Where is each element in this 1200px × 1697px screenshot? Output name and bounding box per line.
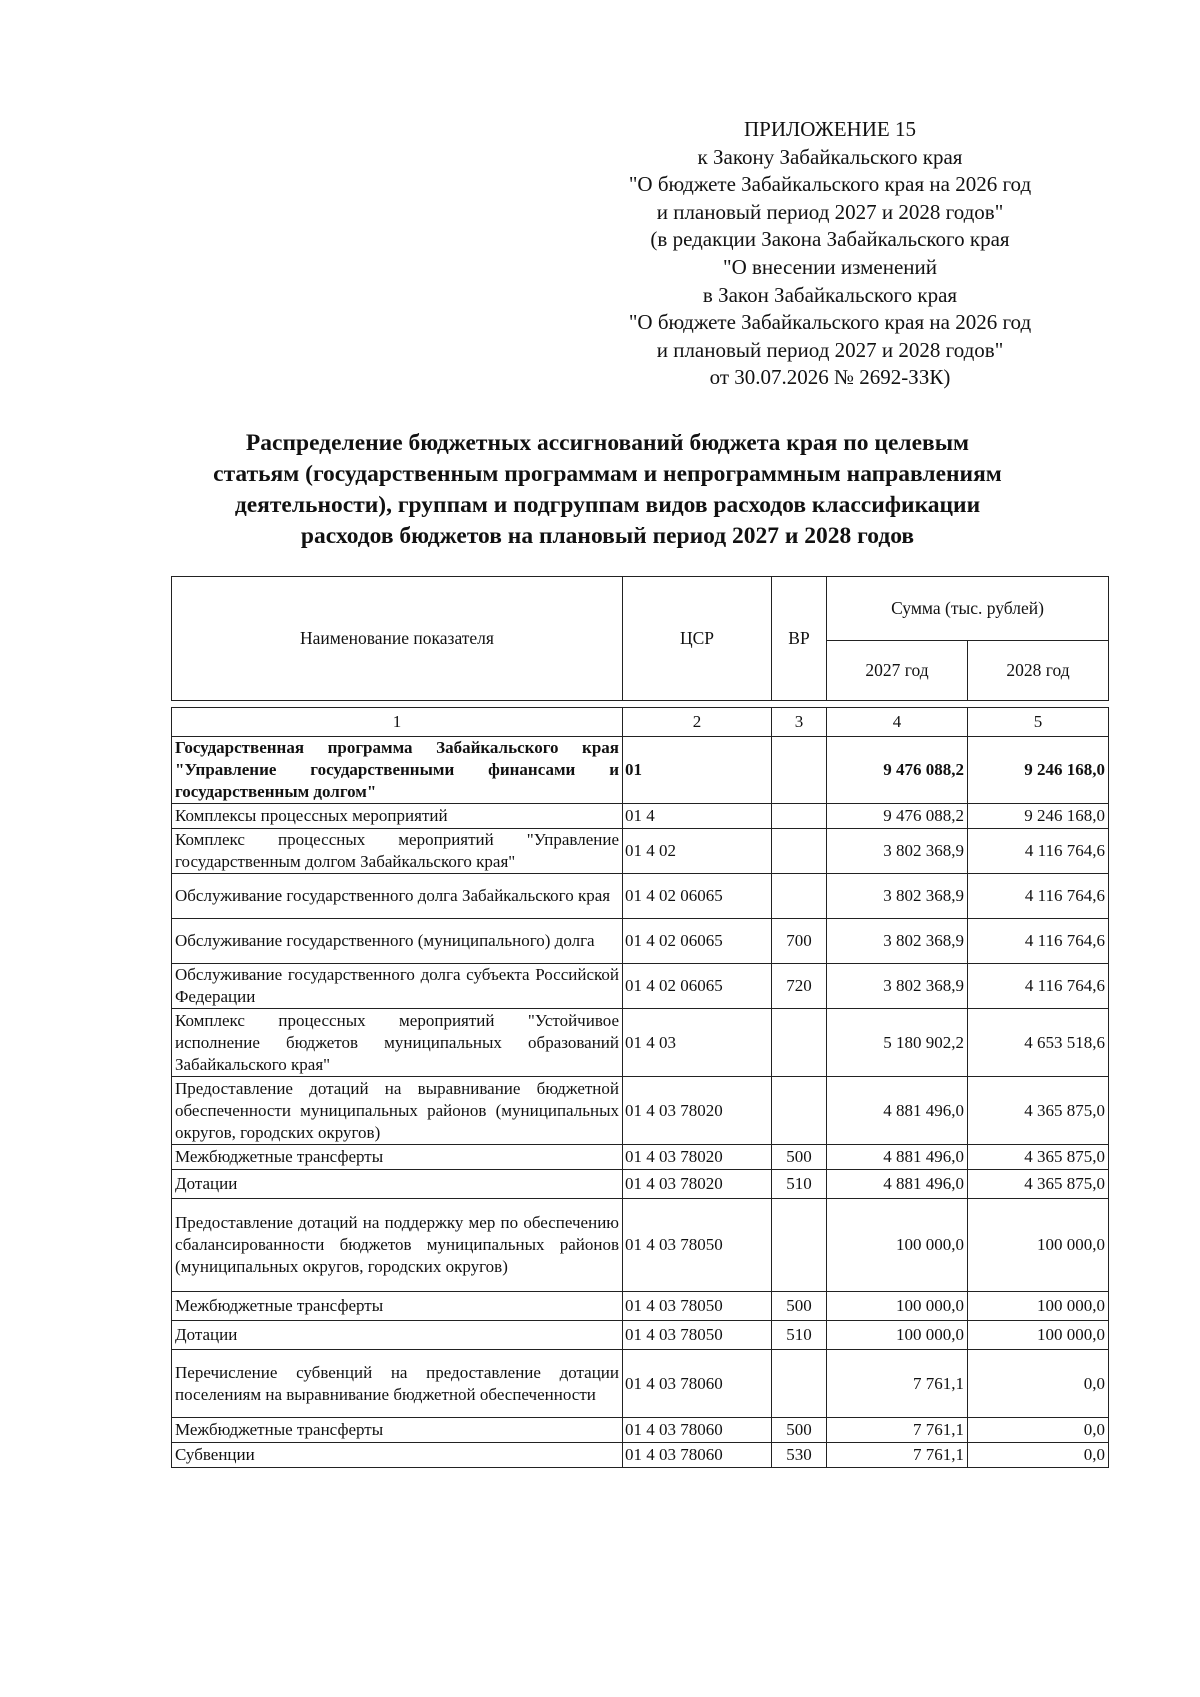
row-csr: 01 4 <box>623 804 772 829</box>
row-vr <box>772 737 827 804</box>
column-number: 3 <box>772 708 827 737</box>
budget-table <box>171 707 1109 1468</box>
row-name: Межбюджетные трансферты <box>172 1145 623 1170</box>
appendix-title: ПРИЛОЖЕНИЕ 15 <box>744 117 916 141</box>
row-name: Комплексы процессных мероприятий <box>172 804 623 829</box>
table-row <box>172 1350 1109 1418</box>
column-number: 5 <box>968 708 1109 737</box>
appendix-line: к Закону Забайкальского края <box>697 144 963 169</box>
row-name: Перечисление субвенций на предоставление дотации поселениям на выравнивание бюджетной обеспеченности <box>172 1350 623 1418</box>
row-name: Комплекс процессных мероприятий "Устойчивое исполнение бюджетов муниципальных образований Забайкальского края" <box>172 1009 623 1077</box>
table-row <box>172 829 1109 874</box>
row-csr: 01 4 03 78020 <box>623 1145 772 1170</box>
title-line: деятельности), группам и подгруппам видов расходов классификации <box>234 492 981 518</box>
row-sum-2028: 9 246 168,0 <box>968 804 1109 829</box>
row-vr: 500 <box>772 1418 827 1443</box>
appendix-line: (в редакции Закона Забайкальского края <box>650 227 1010 252</box>
row-sum-2027: 4 881 496,0 <box>827 1170 968 1199</box>
row-sum-2028: 100 000,0 <box>968 1321 1109 1350</box>
appendix-line: в Закон Забайкальского края <box>702 282 958 307</box>
row-sum-2027: 9 476 088,2 <box>827 737 968 804</box>
row-sum-2027: 7 761,1 <box>827 1443 968 1468</box>
row-vr: 720 <box>772 964 827 1009</box>
row-sum-2028: 4 653 518,6 <box>968 1009 1109 1077</box>
table-row <box>172 874 1109 919</box>
appendix-line: "О бюджете Забайкальского края на 2026 год <box>628 172 1032 197</box>
row-vr: 510 <box>772 1170 827 1199</box>
row-sum-2028: 4 365 875,0 <box>968 1170 1109 1199</box>
appendix-date-line: от 30.07.2026 № 2692-ЗЗК) <box>709 365 951 390</box>
header-2027: 2027 год <box>827 641 968 701</box>
row-sum-2028: 4 116 764,6 <box>968 964 1109 1009</box>
row-sum-2027: 100 000,0 <box>827 1199 968 1292</box>
row-sum-2028: 100 000,0 <box>968 1292 1109 1321</box>
row-sum-2028: 4 116 764,6 <box>968 874 1109 919</box>
row-name: Межбюджетные трансферты <box>172 1292 623 1321</box>
row-csr: 01 <box>623 737 772 804</box>
header-name: Наименование показателя <box>172 577 623 701</box>
row-name: Государственная программа Забайкальского края "Управление государственными финансами и государственным долгом" <box>172 737 623 804</box>
row-sum-2027: 100 000,0 <box>827 1321 968 1350</box>
column-number: 2 <box>623 708 772 737</box>
row-sum-2027: 5 180 902,2 <box>827 1009 968 1077</box>
table-row <box>172 919 1109 964</box>
document-title <box>150 428 1065 552</box>
table-row <box>172 1443 1109 1468</box>
row-vr <box>772 1199 827 1292</box>
table-row <box>172 1292 1109 1321</box>
title-line: Распределение бюджетных ассигнований бюджета края по целевым <box>245 430 970 456</box>
table-row <box>172 1170 1109 1199</box>
row-csr: 01 4 03 78060 <box>623 1443 772 1468</box>
row-name: Предоставление дотаций на выравнивание бюджетной обеспеченности муниципальных районов (муниципальных округов, городских округов) <box>172 1077 623 1145</box>
row-csr: 01 4 03 78020 <box>623 1170 772 1199</box>
row-vr: 510 <box>772 1321 827 1350</box>
row-name: Обслуживание государственного долга субъекта Российской Федерации <box>172 964 623 1009</box>
row-csr: 01 4 03 78050 <box>623 1199 772 1292</box>
column-number: 1 <box>172 708 623 737</box>
row-sum-2027: 4 881 496,0 <box>827 1077 968 1145</box>
row-sum-2027: 7 761,1 <box>827 1418 968 1443</box>
header-sum: Сумма (тыс. рублей) <box>827 577 1109 641</box>
row-name: Субвенции <box>172 1443 623 1468</box>
row-sum-2027: 9 476 088,2 <box>827 804 968 829</box>
row-sum-2027: 3 802 368,9 <box>827 919 968 964</box>
title-line: расходов бюджетов на плановый период 2027 и 2028 годов <box>300 523 915 549</box>
row-vr: 500 <box>772 1292 827 1321</box>
row-sum-2027: 7 761,1 <box>827 1350 968 1418</box>
table-row <box>172 737 1109 804</box>
row-sum-2028: 9 246 168,0 <box>968 737 1109 804</box>
title-line: статьям (государственным программам и непрограммным направлениям <box>213 461 1002 487</box>
row-sum-2028: 100 000,0 <box>968 1199 1109 1292</box>
row-name: Дотации <box>172 1170 623 1199</box>
row-name: Предоставление дотаций на поддержку мер по обеспечению сбалансированности бюджетов муниципальных районов (муниципальных округов, городских округов) <box>172 1199 623 1292</box>
table-row <box>172 1199 1109 1292</box>
row-csr: 01 4 02 06065 <box>623 919 772 964</box>
table-row <box>172 1321 1109 1350</box>
row-vr: 500 <box>772 1145 827 1170</box>
table-header <box>171 576 1109 701</box>
row-csr: 01 4 03 78050 <box>623 1321 772 1350</box>
table-row <box>172 964 1109 1009</box>
row-sum-2027: 3 802 368,9 <box>827 964 968 1009</box>
appendix-line: "О бюджете Забайкальского края на 2026 год <box>628 310 1032 335</box>
row-csr: 01 4 03 78060 <box>623 1350 772 1418</box>
table-row <box>172 804 1109 829</box>
row-vr <box>772 1077 827 1145</box>
row-name: Межбюджетные трансферты <box>172 1418 623 1443</box>
row-csr: 01 4 02 06065 <box>623 964 772 1009</box>
row-vr <box>772 1009 827 1077</box>
row-sum-2028: 4 116 764,6 <box>968 919 1109 964</box>
table-row <box>172 1009 1109 1077</box>
appendix-line: и плановый период 2027 и 2028 годов" <box>656 199 1004 224</box>
row-name: Обслуживание государственного долга Забайкальского края <box>172 874 623 919</box>
row-sum-2028: 4 365 875,0 <box>968 1077 1109 1145</box>
appendix-line: "О внесении изменений <box>723 254 937 279</box>
header-vr: ВР <box>772 577 827 701</box>
row-csr: 01 4 03 <box>623 1009 772 1077</box>
row-vr <box>772 1350 827 1418</box>
column-number: 4 <box>827 708 968 737</box>
row-vr <box>772 829 827 874</box>
row-sum-2028: 0,0 <box>968 1443 1109 1468</box>
row-sum-2027: 3 802 368,9 <box>827 874 968 919</box>
row-name: Дотации <box>172 1321 623 1350</box>
row-vr <box>772 874 827 919</box>
row-sum-2028: 4 365 875,0 <box>968 1145 1109 1170</box>
row-csr: 01 4 03 78060 <box>623 1418 772 1443</box>
table-row <box>172 1418 1109 1443</box>
column-number-row <box>172 708 1109 737</box>
row-sum-2027: 4 881 496,0 <box>827 1145 968 1170</box>
row-vr <box>772 804 827 829</box>
row-csr: 01 4 03 78050 <box>623 1292 772 1321</box>
row-sum-2028: 4 116 764,6 <box>968 829 1109 874</box>
table-row <box>172 1077 1109 1145</box>
row-sum-2028: 0,0 <box>968 1418 1109 1443</box>
row-sum-2028: 0,0 <box>968 1350 1109 1418</box>
row-vr: 530 <box>772 1443 827 1468</box>
row-name: Обслуживание государственного (муниципального) долга <box>172 919 623 964</box>
appendix-header <box>560 116 1100 392</box>
row-sum-2027: 100 000,0 <box>827 1292 968 1321</box>
appendix-line: и плановый период 2027 и 2028 годов" <box>656 337 1004 362</box>
row-sum-2027: 3 802 368,9 <box>827 829 968 874</box>
row-csr: 01 4 02 <box>623 829 772 874</box>
row-csr: 01 4 02 06065 <box>623 874 772 919</box>
row-name: Комплекс процессных мероприятий "Управление государственным долгом Забайкальского края" <box>172 829 623 874</box>
header-csr: ЦСР <box>623 577 772 701</box>
table-row <box>172 1145 1109 1170</box>
row-vr: 700 <box>772 919 827 964</box>
row-csr: 01 4 03 78020 <box>623 1077 772 1145</box>
header-2028: 2028 год <box>968 641 1109 701</box>
